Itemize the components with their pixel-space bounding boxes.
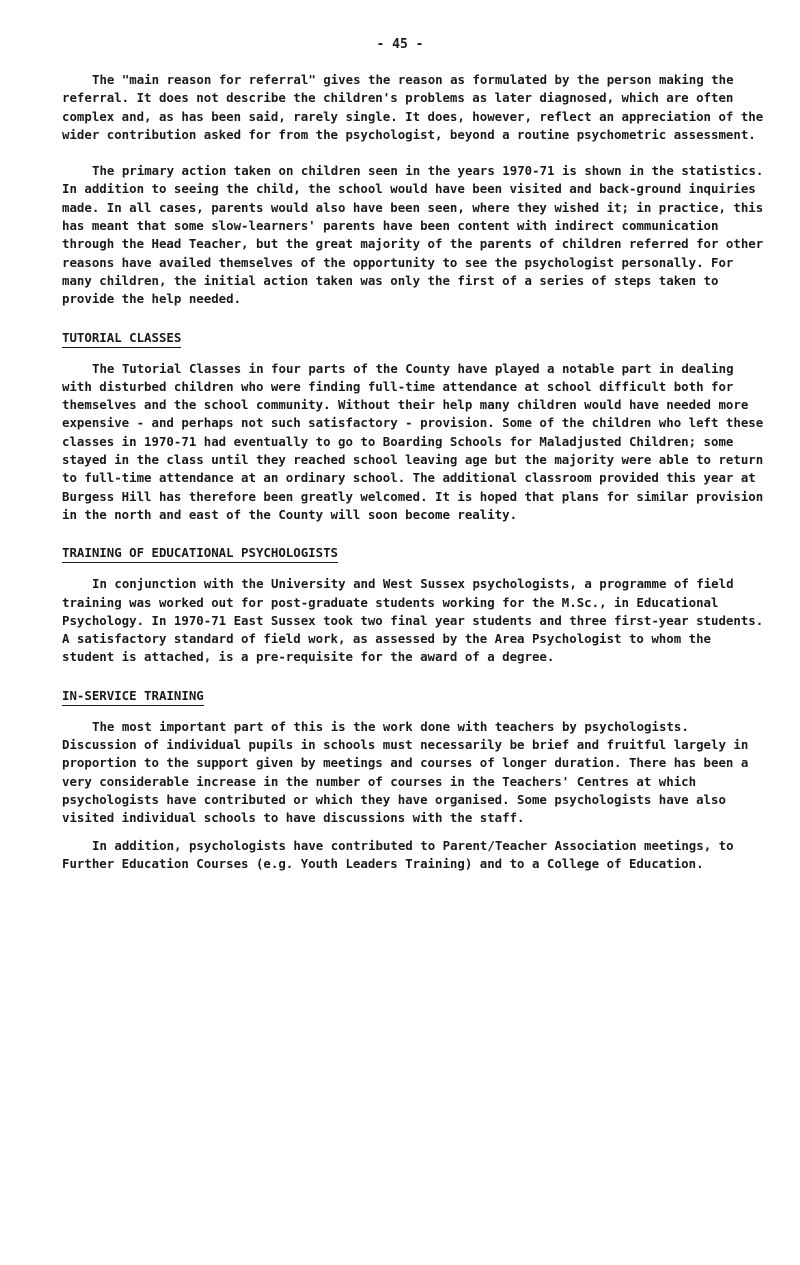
heading-in-service-training: IN-SERVICE TRAINING [62, 687, 204, 706]
paragraph-main-reason: The "main reason for referral" gives the reason as formulated by the person making the referral. It does not describe the children's problems as later diagnosed, which are often complex and, as has been said, rarely single. It does, however, reflect an appreciation of the wider contribution asked for from the psychologist, beyond a routine psychometric assessment. [62, 72, 764, 142]
paragraph-tutorial-classes: The Tutorial Classes in four parts of the County have played a notable part in dealing with disturbed children who were finding full-time attendance at school difficult both for themselves and the school community. Without their help many children would have needed more expensive - and perhaps not such satisfactory - provision. Some of the children who left these classes in 1970-71 had eventually to go to Boarding Schools for Maladjusted Children; some stayed in the class until they reached school leaving age but the majority were able to return to full-time attendance at an ordinary school. The additional classroom provided this year at Burgess Hill has therefore been greatly welcomed. It is hoped that plans for similar provision in the north and east of the County will soon become reality. [62, 360, 764, 522]
paragraph-training-psychologists: In conjunction with the University and West Sussex psychologists, a programme of field training was worked out for post-graduate students working for the M.Sc., in Educational Psychology. In 1970-71 East Sussex took two final year students and three first-year students. A satisfactory standard of field work, as assessed by the Area Psychologist to whom the student is attached, is a pre-requisite for the award of a degree. [62, 576, 764, 665]
paragraph-additional-contributions: In addition, psychologists have contributed to Parent/Teacher Association meetings, to Further Education Courses (e.g. Youth Leaders Training) and to a College of Education. [62, 837, 734, 871]
page-content [62, 71, 767, 873]
paragraph-in-service-training: The most important part of this is the work done with teachers by psychologists. Discussion of individual pupils in schools must necessarily be brief and fruitful largely in proportion to the support given by meetings and courses of longer duration. There has been a very considerable increase in the number of courses in the Teachers' Centres at which psychologists have contributed or which they have organised. Some psychologists have also visited individual schools to have discussions with the staff. [62, 718, 749, 826]
heading-training-psychologists: TRAINING OF EDUCATIONAL PSYCHOLOGISTS [62, 544, 338, 563]
page-number: - 45 - [376, 37, 424, 52]
paragraph-primary-action: The primary action taken on children seen in the years 1970-71 is shown in the statistics. In addition to seeing the child, the school would have been visited and back-ground inquiries made. In all cases, parents would also have been seen, where they wished it; in practice, this has meant that some slow-learners' parents have been content with indirect communication through the Head Teacher, but the great majority of the parents of children referred for other reasons have availed themselves of the opportunity to see the psychologist personally. For many children, the initial action taken was only the first of a series of steps taken to provide the help needed. [62, 163, 764, 307]
heading-tutorial-classes: TUTORIAL CLASSES [62, 329, 181, 348]
